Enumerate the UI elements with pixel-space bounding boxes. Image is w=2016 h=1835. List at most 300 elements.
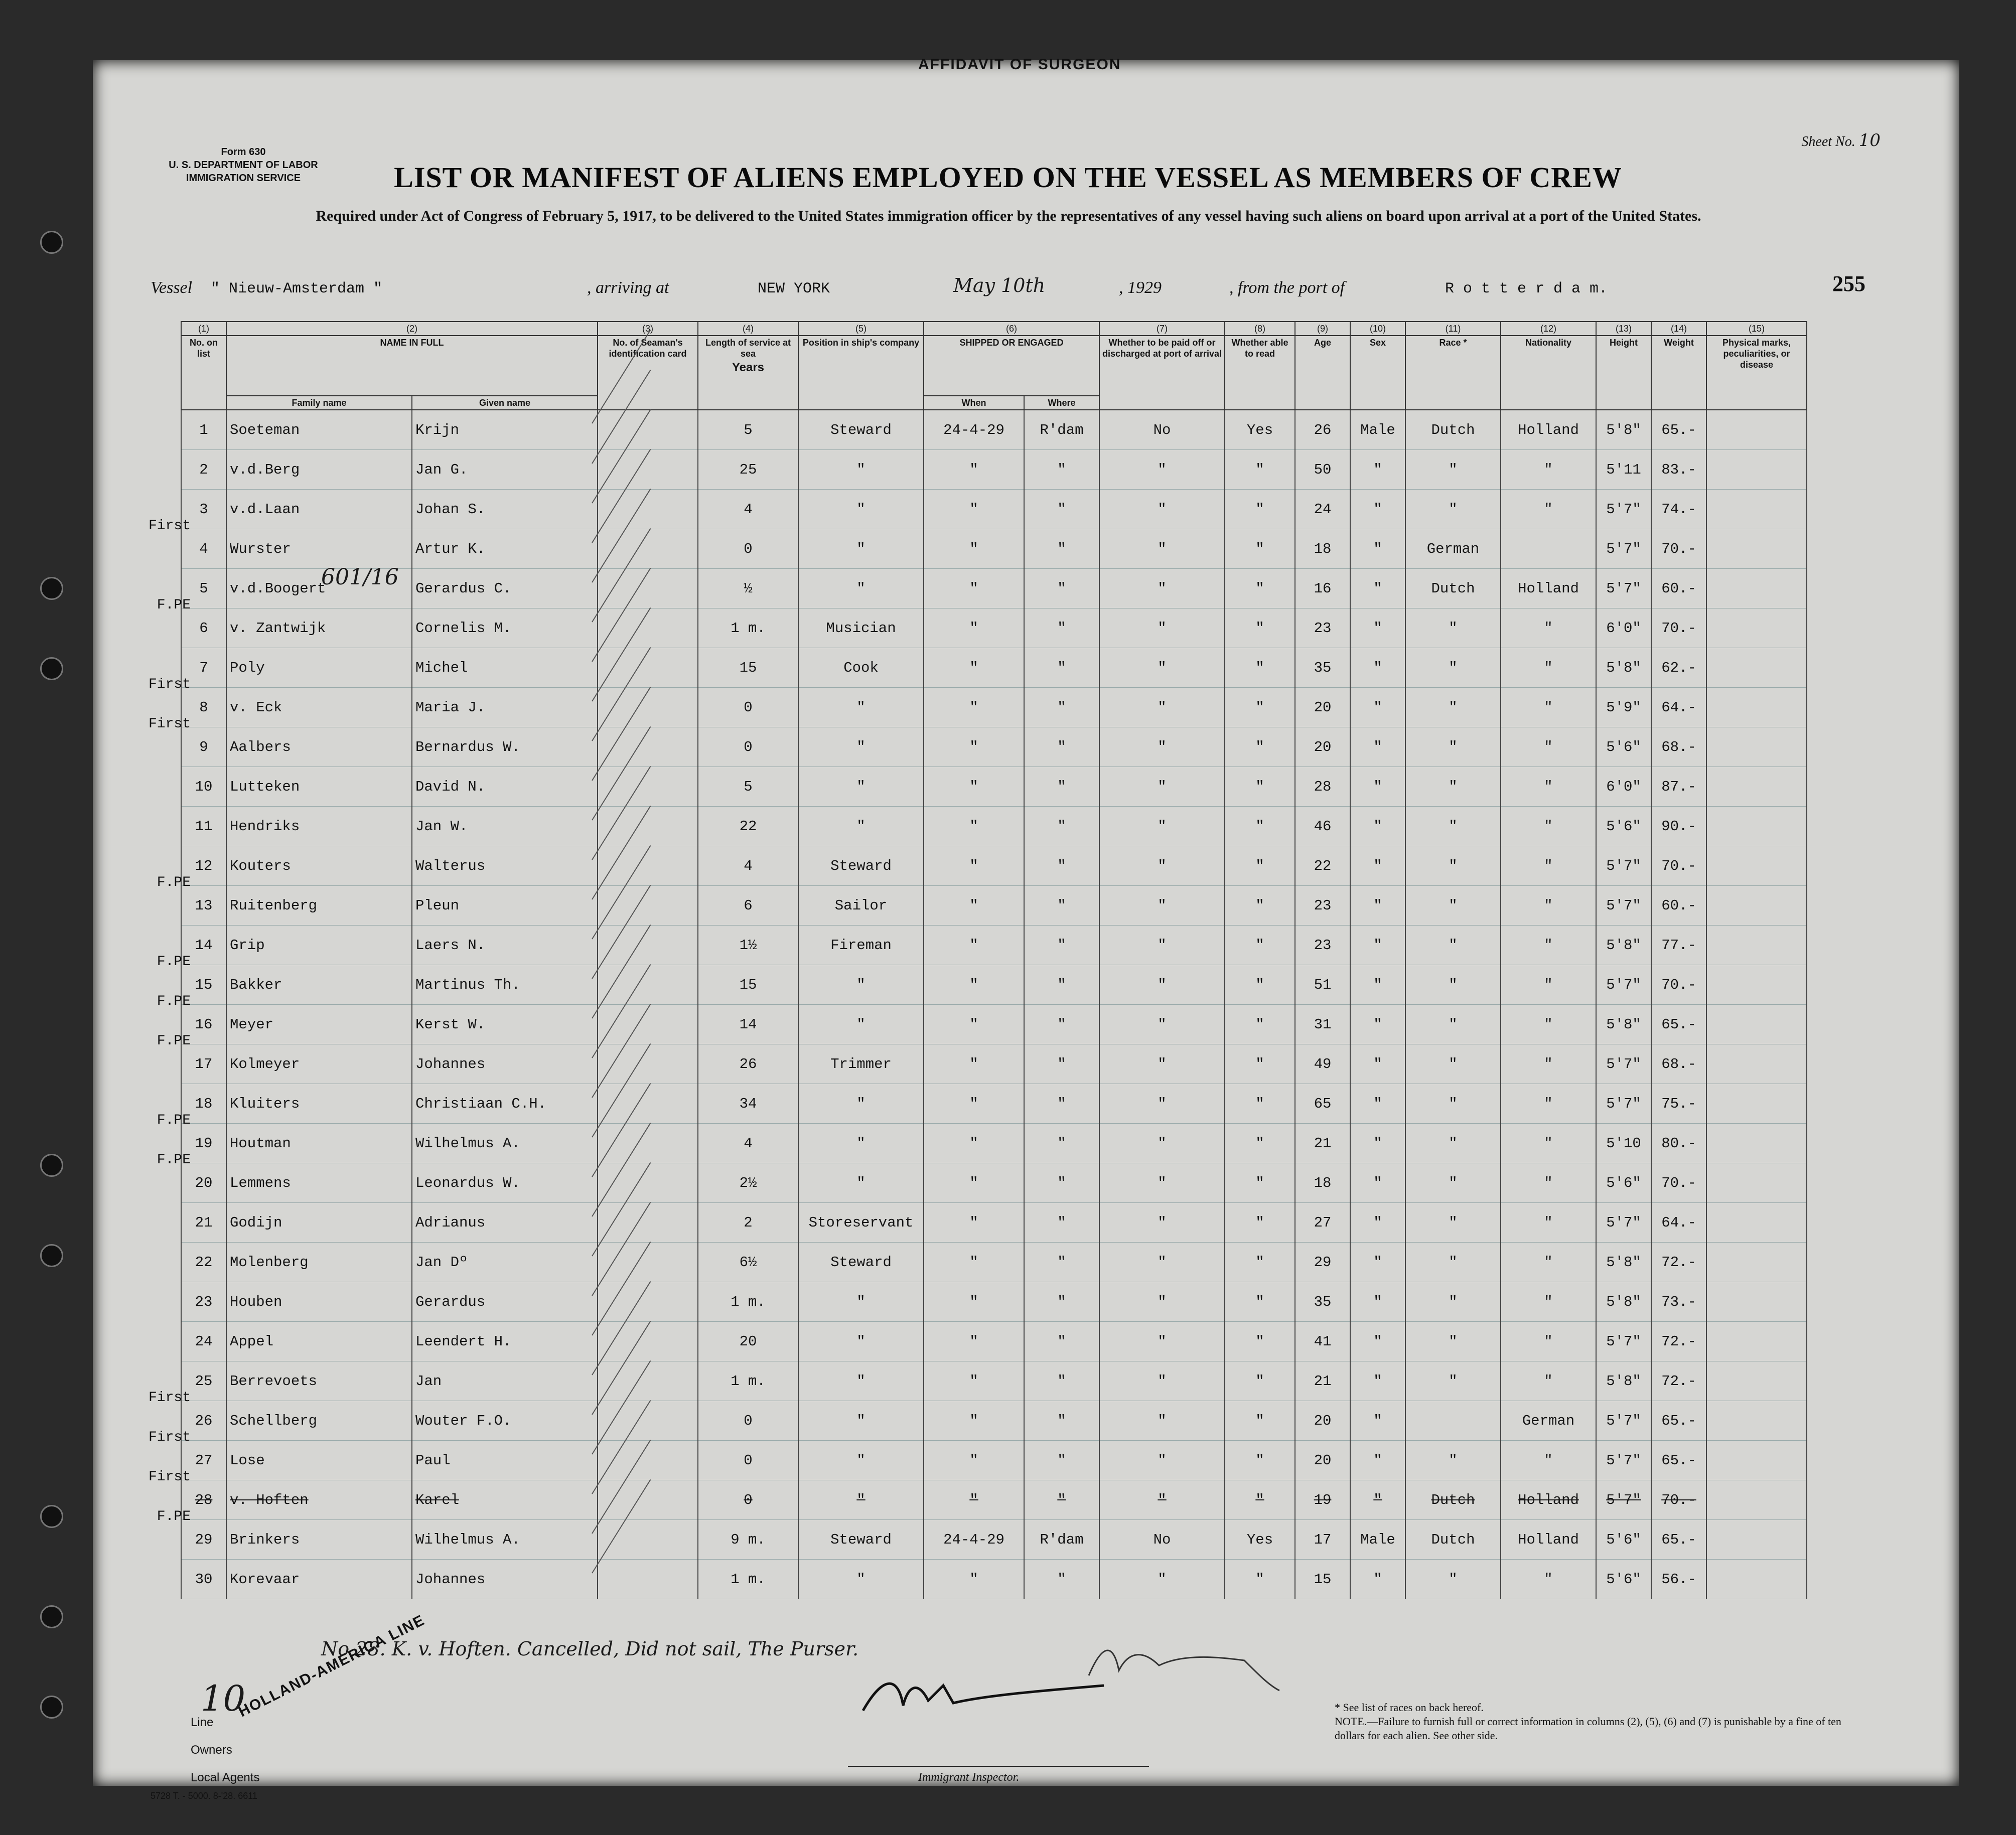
length-of-service-cell: 0: [698, 1480, 798, 1520]
age-cell: 18: [1295, 1163, 1350, 1203]
position-cell: ": [798, 1361, 924, 1401]
row-number-cell: 21: [181, 1203, 226, 1243]
binder-hole: [40, 1244, 63, 1267]
sex-cell: ": [1350, 569, 1405, 608]
family-name-cell: Aalbers: [226, 727, 412, 767]
table-row: [181, 410, 1807, 450]
binder-hole: [40, 657, 63, 680]
length-of-service-cell: 4: [698, 846, 798, 886]
position-cell: Fireman: [798, 926, 924, 965]
length-of-service-cell: 26: [698, 1044, 798, 1084]
vessel-name: " Nieuw-Amsterdam ": [211, 280, 383, 297]
position-cell: ": [798, 1441, 924, 1480]
family-name-cell: Berrevoets: [226, 1361, 412, 1401]
able-to-read-cell: ": [1225, 688, 1295, 727]
binder-hole: [40, 231, 63, 254]
given-name-cell: Johan S.: [412, 490, 598, 529]
sex-cell: ": [1350, 1560, 1405, 1599]
able-to-read-cell: ": [1225, 1044, 1295, 1084]
col-given-name-header: Given name: [412, 396, 598, 410]
row-number-cell: 28: [181, 1480, 226, 1520]
shipped-where-cell: R'dam: [1024, 1520, 1099, 1560]
col-weight-header: Weight: [1651, 336, 1706, 410]
length-of-service-cell: 1 m.: [698, 1560, 798, 1599]
row-prefix: First: [148, 1429, 191, 1445]
length-of-service-cell: 1½: [698, 926, 798, 965]
row-number-cell: 1: [181, 410, 226, 450]
family-name-cell: Schellberg: [226, 1401, 412, 1441]
row-prefix: F.PE: [157, 1152, 191, 1168]
position-cell: Cook: [798, 648, 924, 688]
age-cell: 21: [1295, 1361, 1350, 1401]
age-cell: 24: [1295, 490, 1350, 529]
family-name-cell: Brinkers: [226, 1520, 412, 1560]
able-to-read-cell: ": [1225, 846, 1295, 886]
paid-off-cell: ": [1099, 965, 1225, 1005]
shipped-when-cell: ": [924, 807, 1024, 846]
weight-cell: 87.-: [1651, 767, 1706, 807]
position-cell: ": [798, 767, 924, 807]
row-prefix: First: [148, 1469, 191, 1485]
row-number-cell: 7: [181, 648, 226, 688]
row-number-cell: 8: [181, 688, 226, 727]
nationality-cell: Holland: [1501, 1480, 1596, 1520]
position-cell: ": [798, 450, 924, 490]
able-to-read-cell: ": [1225, 1282, 1295, 1322]
length-of-service-cell: 0: [698, 529, 798, 569]
table-row: [181, 608, 1807, 648]
height-cell: 5'6": [1596, 1560, 1651, 1599]
nationality-cell: ": [1501, 1203, 1596, 1243]
shipped-where-cell: ": [1024, 490, 1099, 529]
family-name-cell: Appel: [226, 1322, 412, 1361]
given-name-cell: Wilhelmus A.: [412, 1520, 598, 1560]
table-row: [181, 767, 1807, 807]
shipped-where-cell: ": [1024, 1084, 1099, 1124]
position-cell: ": [798, 1480, 924, 1520]
height-cell: 5'6": [1596, 727, 1651, 767]
row-number-cell: 20: [181, 1163, 226, 1203]
row-number-cell: 23: [181, 1282, 226, 1322]
physical-marks-cell: [1706, 1560, 1807, 1599]
paid-off-cell: ": [1099, 1401, 1225, 1441]
sheet-number: [1801, 130, 1881, 150]
sex-cell: ": [1350, 529, 1405, 569]
able-to-read-cell: Yes: [1225, 1520, 1295, 1560]
height-cell: 5'7": [1596, 1203, 1651, 1243]
position-cell: ": [798, 965, 924, 1005]
race-cell: Dutch: [1405, 1520, 1501, 1560]
shipped-when-cell: ": [924, 1243, 1024, 1282]
line-label: Line: [191, 1716, 214, 1729]
age-cell: 20: [1295, 688, 1350, 727]
shipped-when-cell: ": [924, 1560, 1024, 1599]
table-row: [181, 569, 1807, 608]
race-cell: ": [1405, 965, 1501, 1005]
race-cell: ": [1405, 1441, 1501, 1480]
race-cell: ": [1405, 1124, 1501, 1163]
sex-cell: ": [1350, 1441, 1405, 1480]
paid-off-cell: ": [1099, 569, 1225, 608]
sex-cell: ": [1350, 1005, 1405, 1044]
sex-cell: ": [1350, 886, 1405, 926]
height-cell: 5'8": [1596, 1361, 1651, 1401]
shipped-where-cell: ": [1024, 608, 1099, 648]
physical-marks-cell: [1706, 926, 1807, 965]
sex-cell: ": [1350, 1401, 1405, 1441]
table-row: [181, 1124, 1807, 1163]
seaman-card-cell: [598, 1560, 698, 1599]
height-cell: 5'8": [1596, 648, 1651, 688]
race-cell: ": [1405, 727, 1501, 767]
paid-off-cell: No: [1099, 1520, 1225, 1560]
length-of-service-cell: 1 m.: [698, 1361, 798, 1401]
shipped-where-cell: ": [1024, 1243, 1099, 1282]
length-of-service-cell: 0: [698, 727, 798, 767]
height-cell: 5'7": [1596, 886, 1651, 926]
able-to-read-cell: ": [1225, 1560, 1295, 1599]
shipped-when-cell: ": [924, 490, 1024, 529]
weight-cell: 70.-: [1651, 529, 1706, 569]
length-of-service-cell: 20: [698, 1322, 798, 1361]
row-number-cell: 26: [181, 1401, 226, 1441]
col-12-number: (12): [1501, 322, 1596, 336]
table-row: [181, 886, 1807, 926]
paid-off-cell: ": [1099, 1044, 1225, 1084]
position-cell: Storeservant: [798, 1203, 924, 1243]
given-name-cell: Laers N.: [412, 926, 598, 965]
row-prefix: F.PE: [157, 597, 191, 613]
weight-cell: 60.-: [1651, 886, 1706, 926]
from-port-label: , from the port of: [1229, 278, 1345, 297]
family-name-cell: Poly: [226, 648, 412, 688]
table-row: [181, 1084, 1807, 1124]
shipped-when-cell: ": [924, 1084, 1024, 1124]
position-cell: ": [798, 1560, 924, 1599]
nationality-cell: ": [1501, 1163, 1596, 1203]
length-of-service-cell: 9 m.: [698, 1520, 798, 1560]
table-row: [181, 648, 1807, 688]
arrival-year: , 1929: [1119, 278, 1162, 297]
age-cell: 23: [1295, 926, 1350, 965]
position-cell: Steward: [798, 1243, 924, 1282]
physical-marks-cell: [1706, 1480, 1807, 1520]
inspector-signature: [1079, 1630, 1294, 1696]
service-name: IMMIGRATION SERVICE: [186, 173, 301, 184]
weight-cell: 64.-: [1651, 1203, 1706, 1243]
race-cell: ": [1405, 1203, 1501, 1243]
age-cell: 35: [1295, 648, 1350, 688]
physical-marks-cell: [1706, 569, 1807, 608]
given-name-cell: Wouter F.O.: [412, 1401, 598, 1441]
age-cell: 20: [1295, 727, 1350, 767]
table-row: [181, 529, 1807, 569]
race-cell: ": [1405, 926, 1501, 965]
col-14-number: (14): [1651, 322, 1706, 336]
physical-marks-cell: [1706, 1124, 1807, 1163]
shipped-when-cell: ": [924, 1361, 1024, 1401]
age-cell: 65: [1295, 1084, 1350, 1124]
height-cell: 5'7": [1596, 569, 1651, 608]
physical-marks-cell: [1706, 1441, 1807, 1480]
length-of-service-cell: 6½: [698, 1243, 798, 1282]
family-name-cell: v. Hoften: [226, 1480, 412, 1520]
col-race-header: Race *: [1405, 336, 1501, 410]
given-name-cell: Gerardus C.: [412, 569, 598, 608]
length-of-service-cell: 4: [698, 490, 798, 529]
nationality-cell: ": [1501, 450, 1596, 490]
paid-off-cell: ": [1099, 1243, 1225, 1282]
length-of-service-cell: 0: [698, 1401, 798, 1441]
weight-cell: 90.-: [1651, 807, 1706, 846]
shipped-when-cell: 24-4-29: [924, 410, 1024, 450]
paid-off-cell: ": [1099, 807, 1225, 846]
department-name: U. S. DEPARTMENT OF LABOR: [169, 160, 318, 171]
col-seaman-card-header: No. of Seaman's identification card: [598, 336, 698, 410]
physical-marks-cell: [1706, 1361, 1807, 1401]
shipped-when-cell: ": [924, 886, 1024, 926]
physical-marks-cell: [1706, 608, 1807, 648]
col-where-header: Where: [1024, 396, 1099, 410]
shipped-when-cell: ": [924, 529, 1024, 569]
shipped-when-cell: ": [924, 926, 1024, 965]
sex-cell: ": [1350, 490, 1405, 529]
shipped-where-cell: ": [1024, 648, 1099, 688]
margin-annotation: 601/16: [321, 564, 399, 590]
length-of-service-cell: 2: [698, 1203, 798, 1243]
col-8-number: (8): [1225, 322, 1295, 336]
shipped-when-cell: ": [924, 688, 1024, 727]
column-number-row: [181, 322, 1807, 336]
able-to-read-cell: ": [1225, 1124, 1295, 1163]
shipped-when-cell: 24-4-29: [924, 1520, 1024, 1560]
table-row: [181, 1203, 1807, 1243]
race-cell: ": [1405, 688, 1501, 727]
sex-cell: ": [1350, 450, 1405, 490]
paid-off-cell: ": [1099, 490, 1225, 529]
physical-marks-cell: [1706, 1203, 1807, 1243]
family-name-cell: Godijn: [226, 1203, 412, 1243]
height-cell: 5'8": [1596, 410, 1651, 450]
col-sex-header: Sex: [1350, 336, 1405, 410]
col-age-header: Age: [1295, 336, 1350, 410]
nationality-cell: ": [1501, 648, 1596, 688]
sex-cell: ": [1350, 846, 1405, 886]
position-cell: ": [798, 529, 924, 569]
able-to-read-cell: ": [1225, 807, 1295, 846]
length-of-service-cell: 6: [698, 886, 798, 926]
race-cell: German: [1405, 529, 1501, 569]
row-number-cell: 3: [181, 490, 226, 529]
row-number-cell: 25: [181, 1361, 226, 1401]
physical-marks-cell: [1706, 1322, 1807, 1361]
shipped-where-cell: ": [1024, 1203, 1099, 1243]
paid-off-cell: ": [1099, 1163, 1225, 1203]
sex-cell: ": [1350, 1243, 1405, 1282]
shipped-where-cell: ": [1024, 767, 1099, 807]
family-name-cell: Kouters: [226, 846, 412, 886]
folio-number: 255: [1832, 271, 1865, 296]
weight-cell: 72.-: [1651, 1322, 1706, 1361]
col-15-number: (15): [1706, 322, 1807, 336]
row-prefix: First: [148, 518, 191, 534]
row-number-cell: 14: [181, 926, 226, 965]
sex-cell: ": [1350, 608, 1405, 648]
paid-off-cell: ": [1099, 1560, 1225, 1599]
table-row: [181, 1163, 1807, 1203]
given-name-cell: Walterus: [412, 846, 598, 886]
table-row: [181, 1005, 1807, 1044]
physical-marks-cell: [1706, 1520, 1807, 1560]
given-name-cell: Cornelis M.: [412, 608, 598, 648]
row-number-cell: 18: [181, 1084, 226, 1124]
position-cell: Steward: [798, 410, 924, 450]
weight-cell: 70.-: [1651, 965, 1706, 1005]
nationality-cell: German: [1501, 1401, 1596, 1441]
row-prefix: F.PE: [157, 993, 191, 1009]
nationality-cell: ": [1501, 807, 1596, 846]
physical-marks-cell: [1706, 1243, 1807, 1282]
height-cell: 5'6": [1596, 1520, 1651, 1560]
length-of-service-cell: 15: [698, 965, 798, 1005]
table-row: [181, 846, 1807, 886]
weight-cell: 70.-: [1651, 846, 1706, 886]
given-name-cell: Gerardus: [412, 1282, 598, 1322]
physical-marks-cell: [1706, 807, 1807, 846]
paid-off-cell: ": [1099, 1282, 1225, 1322]
row-number-cell: 15: [181, 965, 226, 1005]
nationality-cell: Holland: [1501, 1520, 1596, 1560]
binder-hole: [40, 1696, 63, 1719]
shipped-where-cell: ": [1024, 1480, 1099, 1520]
able-to-read-cell: ": [1225, 648, 1295, 688]
height-cell: 6'0": [1596, 608, 1651, 648]
shipped-where-cell: ": [1024, 1361, 1099, 1401]
paid-off-cell: ": [1099, 846, 1225, 886]
sex-cell: ": [1350, 727, 1405, 767]
weight-cell: 83.-: [1651, 450, 1706, 490]
able-to-read-cell: ": [1225, 1361, 1295, 1401]
table-row: [181, 1243, 1807, 1282]
weight-cell: 64.-: [1651, 688, 1706, 727]
col-10-number: (10): [1350, 322, 1405, 336]
position-cell: Sailor: [798, 886, 924, 926]
age-cell: 20: [1295, 1401, 1350, 1441]
paid-off-cell: ": [1099, 1084, 1225, 1124]
physical-marks-cell: [1706, 450, 1807, 490]
length-of-service-cell: 14: [698, 1005, 798, 1044]
able-to-read-cell: ": [1225, 727, 1295, 767]
col-service-label: Length of service at sea: [705, 338, 791, 359]
shipped-where-cell: ": [1024, 1401, 1099, 1441]
paid-off-cell: ": [1099, 529, 1225, 569]
shipped-where-cell: ": [1024, 807, 1099, 846]
row-number-cell: 19: [181, 1124, 226, 1163]
age-cell: 41: [1295, 1322, 1350, 1361]
shipped-where-cell: ": [1024, 1163, 1099, 1203]
table-row: [181, 727, 1807, 767]
family-name-cell: v.d.Boogert: [226, 569, 412, 608]
requirement-text: Required under Act of Congress of February 5, 1917, to be delivered to the United States immigration officer by the representatives of any vessel having such aliens on board upon arrival at a port of the United States.: [316, 208, 1701, 224]
age-cell: 49: [1295, 1044, 1350, 1084]
family-name-cell: Meyer: [226, 1005, 412, 1044]
position-cell: ": [798, 1163, 924, 1203]
physical-marks-cell: [1706, 1084, 1807, 1124]
form-number: Form 630: [221, 146, 266, 158]
able-to-read-cell: ": [1225, 1401, 1295, 1441]
position-cell: ": [798, 1401, 924, 1441]
height-cell: 5'11: [1596, 450, 1651, 490]
able-to-read-cell: ": [1225, 1084, 1295, 1124]
weight-cell: 65.-: [1651, 1441, 1706, 1480]
length-of-service-cell: ½: [698, 569, 798, 608]
table-row: [181, 965, 1807, 1005]
family-name-cell: Grip: [226, 926, 412, 965]
holland-america-stamp: HOLLAND-AMERICA LINE: [236, 1611, 428, 1721]
shipped-when-cell: ": [924, 1441, 1024, 1480]
nationality-cell: ": [1501, 965, 1596, 1005]
age-cell: 35: [1295, 1282, 1350, 1322]
col-service-header: [698, 336, 798, 410]
races-footnote: * See list of races on back hereof.: [1335, 1701, 1484, 1714]
row-prefix: F.PE: [157, 954, 191, 970]
inspector-signature-line: [848, 1766, 1149, 1767]
row-number-cell: 6: [181, 608, 226, 648]
sex-cell: ": [1350, 1084, 1405, 1124]
physical-marks-cell: [1706, 1401, 1807, 1441]
given-name-cell: Jan G.: [412, 450, 598, 490]
age-cell: 18: [1295, 529, 1350, 569]
physical-marks-cell: [1706, 648, 1807, 688]
voyage-line: [151, 274, 1856, 303]
paid-off-cell: No: [1099, 410, 1225, 450]
weight-cell: 80.-: [1651, 1124, 1706, 1163]
arrival-date: May 10th: [953, 274, 1046, 296]
position-cell: Steward: [798, 846, 924, 886]
nationality-cell: ": [1501, 1322, 1596, 1361]
family-name-cell: v. Zantwijk: [226, 608, 412, 648]
paid-off-cell: ": [1099, 1005, 1225, 1044]
weight-cell: 62.-: [1651, 648, 1706, 688]
table-row: [181, 1044, 1807, 1084]
weight-cell: 60.-: [1651, 569, 1706, 608]
row-number-cell: 12: [181, 846, 226, 886]
nationality-cell: ": [1501, 1005, 1596, 1044]
physical-marks-cell: [1706, 767, 1807, 807]
shipped-where-cell: ": [1024, 1282, 1099, 1322]
vessel-label: Vessel: [151, 278, 193, 297]
row-number-cell: 24: [181, 1322, 226, 1361]
height-cell: 5'7": [1596, 1401, 1651, 1441]
row-prefix: F.PE: [157, 874, 191, 890]
physical-marks-cell: [1706, 688, 1807, 727]
row-number-cell: 5: [181, 569, 226, 608]
binder-hole: [40, 1505, 63, 1528]
col-service-unit: Years: [732, 361, 765, 374]
col-6-number: (6): [924, 322, 1099, 336]
height-cell: 5'8": [1596, 1282, 1651, 1322]
row-number-cell: 9: [181, 727, 226, 767]
race-cell: ": [1405, 846, 1501, 886]
print-code: 5728 T. - 5000. 8-'28. 6611: [151, 1791, 257, 1801]
weight-cell: 65.-: [1651, 1401, 1706, 1441]
paid-off-cell: ": [1099, 767, 1225, 807]
weight-cell: 56.-: [1651, 1560, 1706, 1599]
able-to-read-cell: Yes: [1225, 410, 1295, 450]
position-cell: ": [798, 490, 924, 529]
shipped-when-cell: ": [924, 846, 1024, 886]
race-cell: ": [1405, 450, 1501, 490]
